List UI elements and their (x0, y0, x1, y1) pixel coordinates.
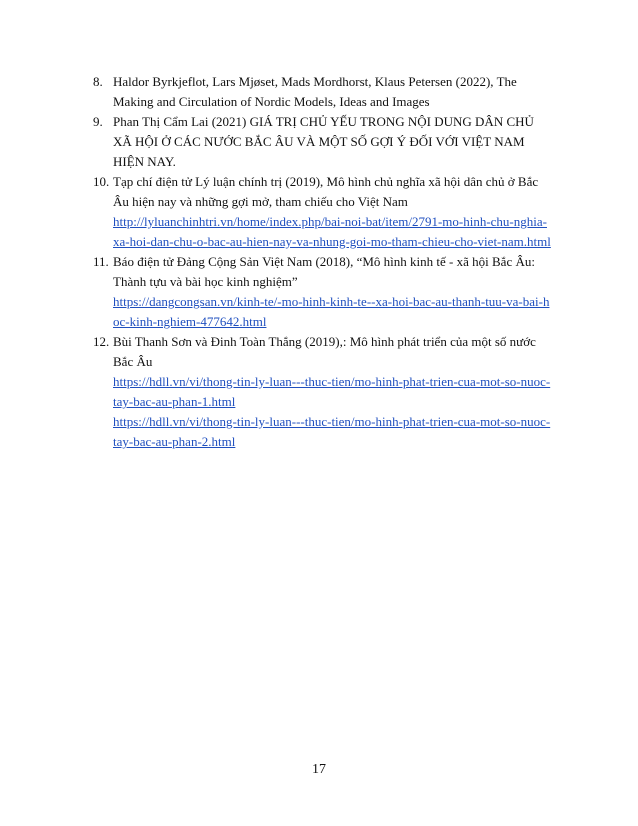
reference-number: 9. (93, 114, 103, 129)
reference-item-11 (93, 252, 553, 332)
reference-list (93, 72, 553, 452)
reference-text: Tạp chí điện tử Lý luận chính trị (2019), Mô hình chủ nghĩa xã hội dân chủ ở Bắc Âu hiện nay và những gợi mở, tham chiếu cho Việt Nam (113, 174, 539, 209)
reference-link[interactable]: https://dangcongsan.vn/kinh-te/-mo-hinh-kinh-te--xa-hoi-bac-au-thanh-tuu-va-bai-hoc-kinh-nghiem-477642.html (113, 294, 550, 329)
reference-text: Báo điện tử Đảng Cộng Sản Việt Nam (2018), “Mô hình kinh tế - xã hội Bắc Âu: Thành tựu và bài học kinh nghiệm” (113, 254, 535, 289)
reference-link[interactable]: http://lyluanchinhtri.vn/home/index.php/bai-noi-bat/item/2791-mo-hinh-chu-nghia-xa-hoi-dan-chu-o-bac-au-hien-nay-va-nhung-goi-mo-tham-chieu-cho-viet-nam.html (113, 214, 551, 249)
page-number: 17 (312, 762, 326, 777)
reference-number: 10. (93, 174, 110, 189)
reference-number: 8. (93, 74, 103, 89)
reference-item-9 (93, 112, 553, 172)
reference-number: 11. (93, 254, 109, 269)
reference-text: Phan Thị Cẩm Lai (2021) GIÁ TRỊ CHỦ YẾU TRONG NỘI DUNG DÂN CHỦ XÃ HỘI Ở CÁC NƯỚC BẮC ÂU VÀ MỘT SỐ GỢI Ý ĐỐI VỚI VIỆT NAM HIỆN NAY. (113, 114, 534, 169)
reference-item-12 (93, 332, 553, 452)
reference-text: Bùi Thanh Sơn và Đinh Toàn Thắng (2019),: Mô hình phát triển của một số nước Bắc Âu (113, 334, 536, 369)
reference-item-8 (93, 72, 553, 112)
reference-number: 12. (93, 334, 110, 349)
reference-link[interactable]: https://hdll.vn/vi/thong-tin-ly-luan---thuc-tien/mo-hinh-phat-trien-cua-mot-so-nuoc-tay-bac-au-phan-1.html (113, 374, 551, 409)
reference-item-10 (93, 172, 553, 252)
reference-link[interactable]: https://hdll.vn/vi/thong-tin-ly-luan---thuc-tien/mo-hinh-phat-trien-cua-mot-so-nuoc-tay-bac-au-phan-2.html (113, 414, 551, 449)
reference-text: Haldor Byrkjeflot, Lars Mjøset, Mads Mordhorst, Klaus Petersen (2022), The Making and Circulation of Nordic Models, Ideas and Images (113, 74, 517, 109)
